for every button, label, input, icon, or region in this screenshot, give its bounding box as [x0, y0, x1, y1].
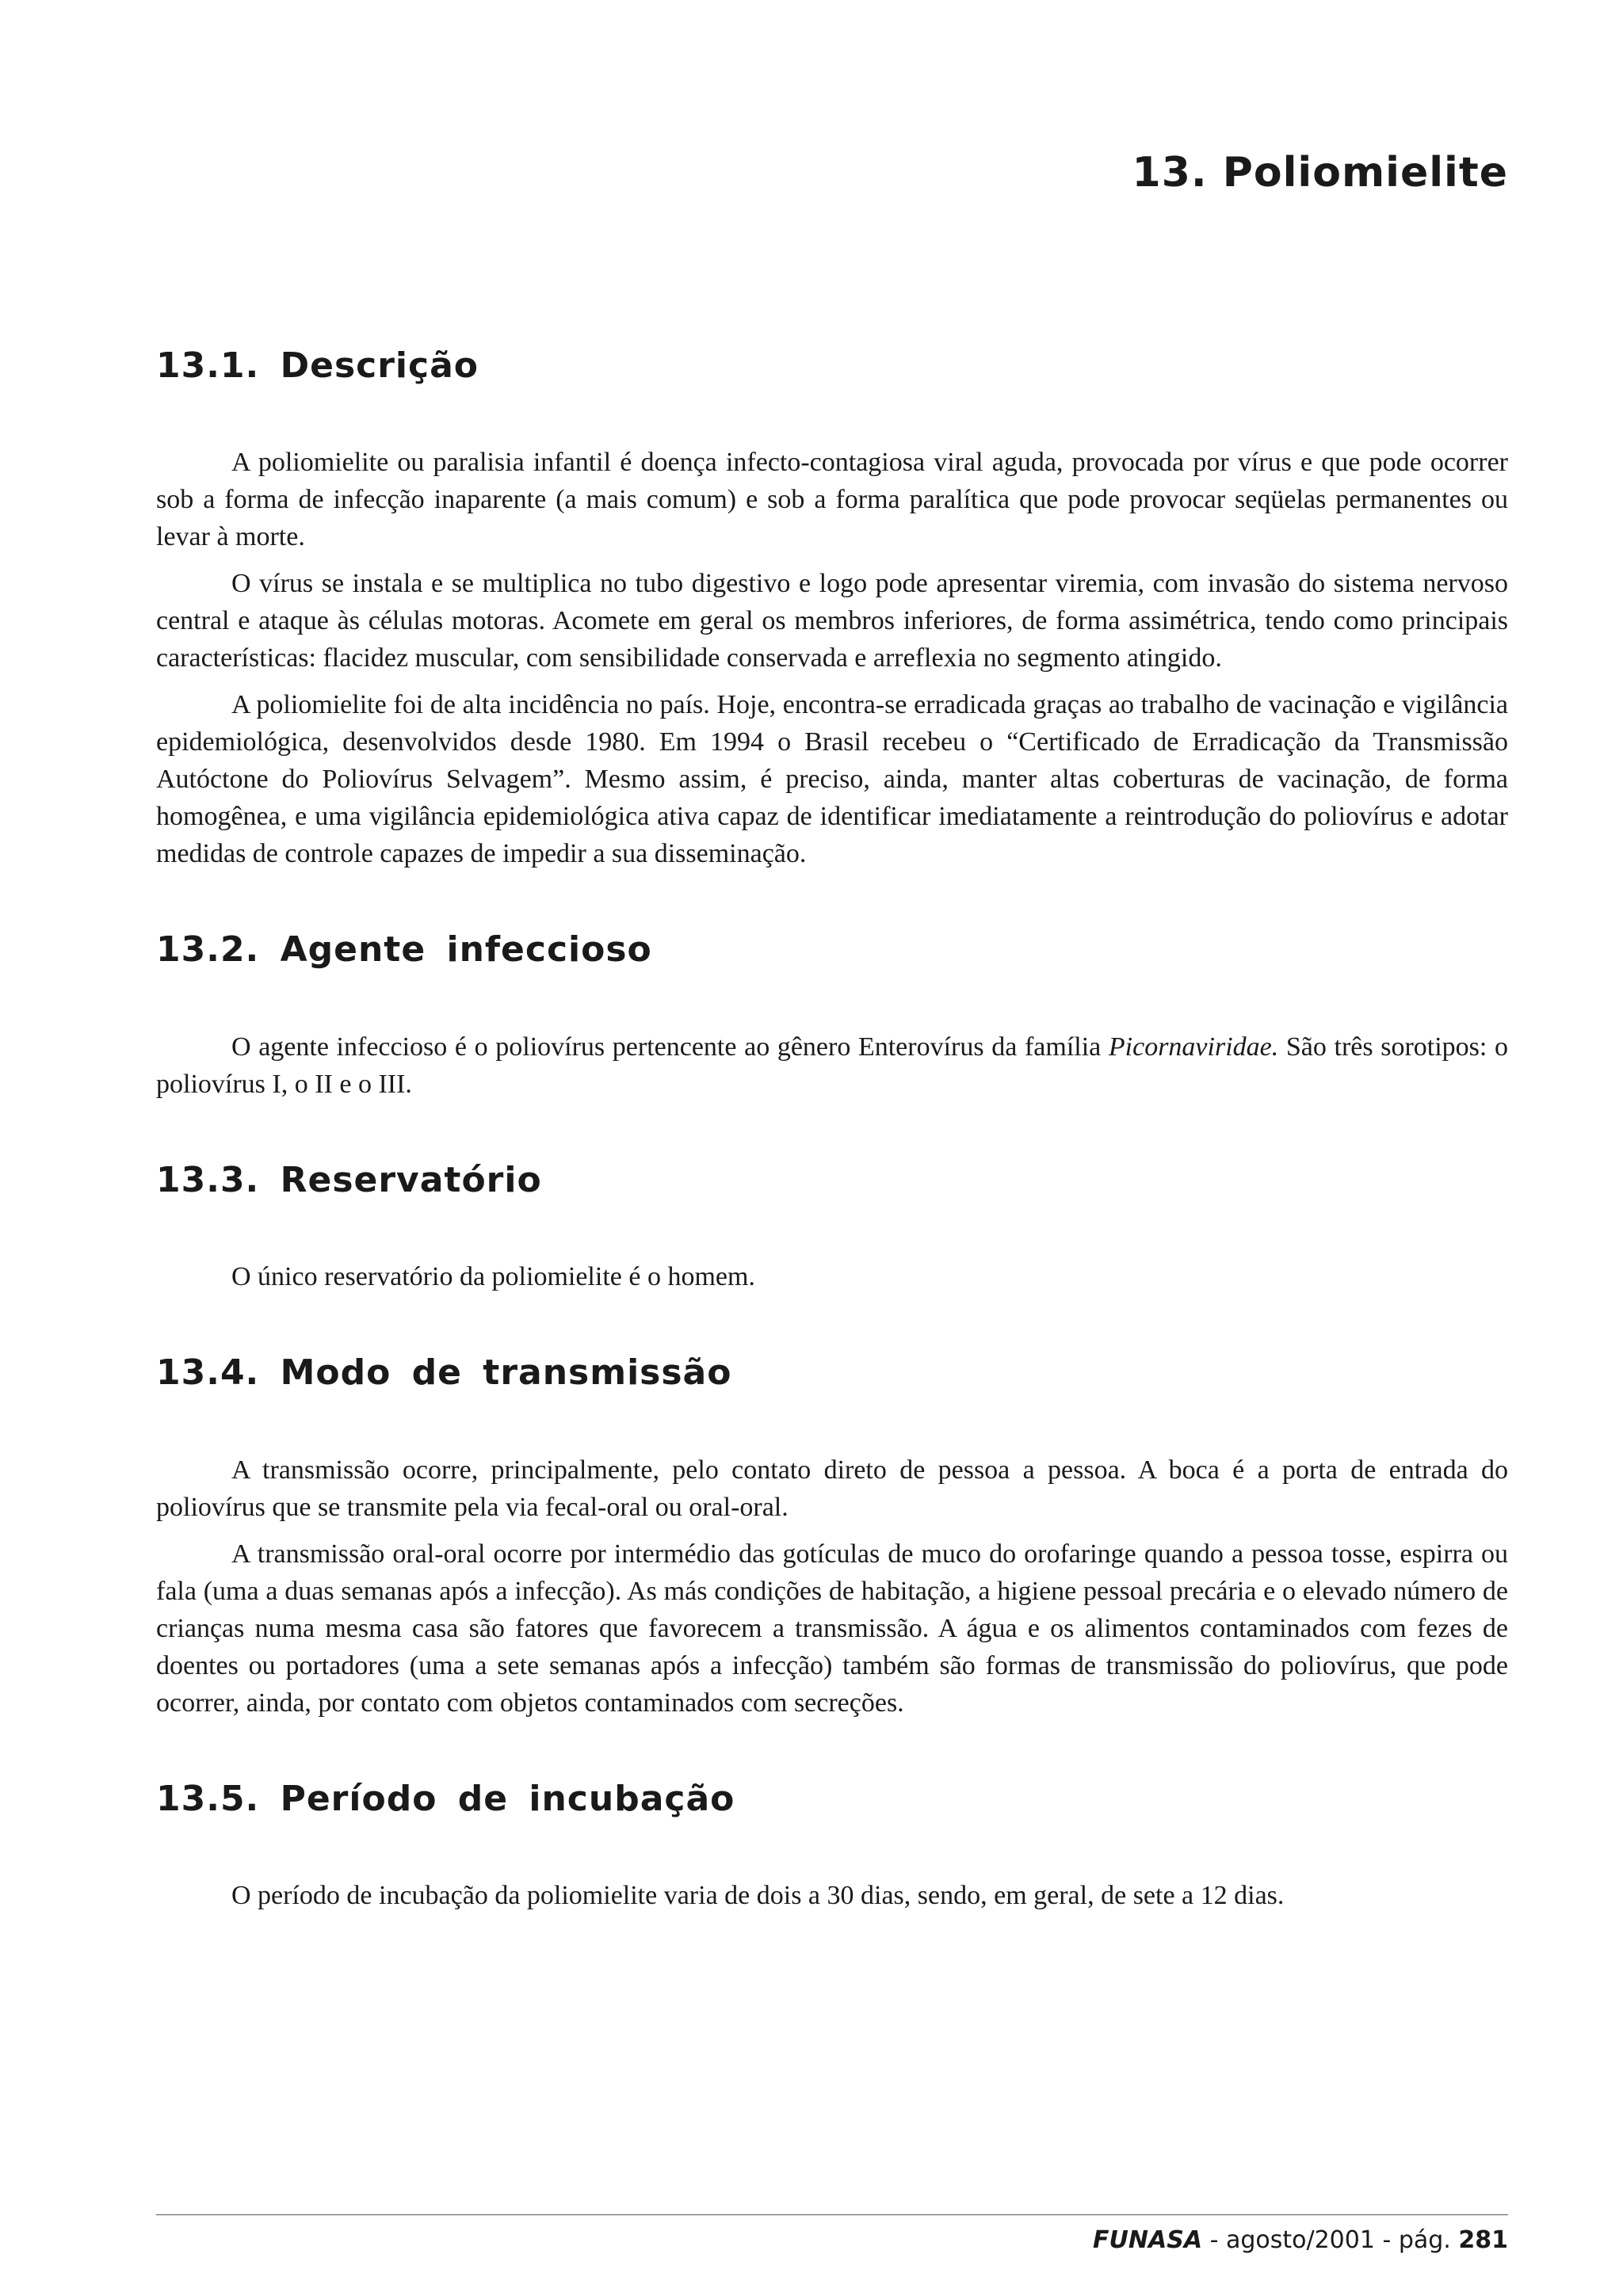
- footer-divider: [156, 2214, 1508, 2215]
- content: [156, 347, 1508, 1914]
- section-modo-de-transmissao: [156, 1354, 1508, 1721]
- paragraph: A poliomielite foi de alta incidência no país. Hoje, encontra-se erradicada graças ao trabalho de vacinação e vigilância epidemiológica, desenvolvidos desde 1980. Em 1994 o Brasil recebeu o “Certificado de Erradicação da Transmissão Autóctone do Poliovírus Selvagem”. Mesmo assim, é preciso, ainda, manter altas coberturas de vacinação, de forma homogênea, e uma vigilância epidemiológica ativa capaz de identificar imediatamente a reintrodução do poliovírus e adotar medidas de controle capazes de impedir a sua disseminação.: [156, 690, 1508, 869]
- paragraph: [156, 1028, 1508, 1103]
- document-page: [156, 0, 1508, 2296]
- section-heading: 13.3. Reservatório: [156, 1159, 542, 1200]
- page-footer: [1093, 2226, 1508, 2254]
- paragraph-text: São três sorotipos: o poliovírus I, o II e o III.: [156, 1032, 1508, 1099]
- page-number: 281: [1458, 2226, 1508, 2254]
- section-descricao: [156, 347, 1508, 872]
- taxon-name: Picornaviridae.: [1108, 1032, 1279, 1062]
- footer-brand: FUNASA: [1093, 2226, 1203, 2254]
- paragraph: O período de incubação da poliomielite varia de dois a 30 dias, sendo, em geral, de sete a 12 dias.: [231, 1880, 1285, 1910]
- section-heading: 13.4. Modo de transmissão: [156, 1352, 732, 1394]
- section-heading: 13.2. Agente infeccioso: [156, 929, 652, 971]
- section-reservatorio: [156, 1161, 1508, 1295]
- chapter-title: 13. Poliomielite: [1132, 149, 1508, 196]
- section-heading: 13.5. Período de incubação: [156, 1778, 735, 1819]
- section-agente-infeccioso: [156, 931, 1508, 1102]
- section-heading: 13.1. Descrição: [156, 345, 479, 386]
- paragraph: A poliomielite ou paralisia infantil é doença infecto-contagiosa viral aguda, provocada por vírus e que pode ocorrer sob a forma de infecção inaparente (a mais comum) e sob a forma paralítica que pode provocar seqüelas permanentes ou levar à morte.: [156, 448, 1508, 552]
- section-periodo-de-incubacao: [156, 1780, 1508, 1914]
- paragraph-text: O agente infeccioso é o poliovírus pertencente ao gênero Enterovírus da família: [231, 1032, 1109, 1062]
- paragraph: O vírus se instala e se multiplica no tubo digestivo e logo pode apresentar viremia, com invasão do sistema nervoso central e ataque às células motoras. Acomete em geral os membros inferiores, de forma assimétrica, tendo como principais características: flacidez muscular, com sensibilidade conservada e arreflexia no segmento atingido.: [156, 569, 1508, 673]
- paragraph: A transmissão oral-oral ocorre por intermédio das gotículas de muco do orofaringe quando a pessoa tosse, espirra ou fala (uma a duas semanas após a infecção). As más condições de habitação, a higiene pessoal precária e o elevado número de crianças numa mesma casa são fatores que favorecem a transmissão. A água e os alimentos contaminados com fezes de doentes ou portadores (uma a sete semanas após a infecção) também são formas de transmissão do poliovírus, que pode ocorrer, ainda, por contato com objetos contaminados com secreções.: [156, 1539, 1508, 1718]
- footer-text: - agosto/2001 - pág.: [1202, 2226, 1459, 2254]
- paragraph: O único reservatório da poliomielite é o homem.: [231, 1262, 755, 1292]
- paragraph: A transmissão ocorre, principalmente, pelo contato direto de pessoa a pessoa. A boca é a porta de entrada do poliovírus que se transmite pela via fecal-oral ou oral-oral.: [156, 1455, 1508, 1522]
